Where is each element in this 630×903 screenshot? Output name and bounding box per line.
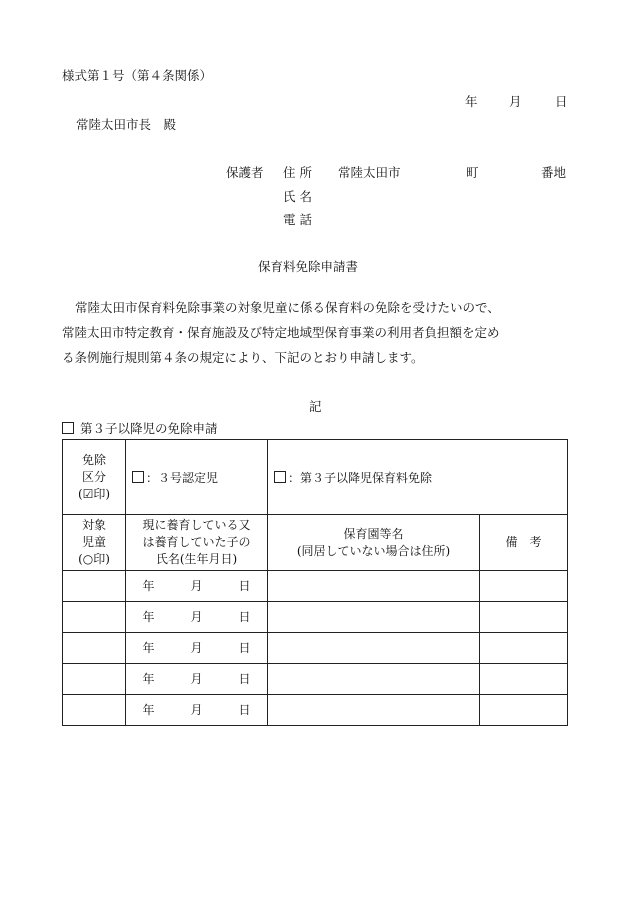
exempt-header-line1: 免除 (81, 452, 106, 467)
table-row (63, 633, 568, 664)
birthdate-cell[interactable] (126, 695, 268, 726)
section-checkbox-label: 第３子以降児の免除申請 (79, 421, 218, 436)
exemption-table (62, 439, 568, 726)
option-third-child-checkbox[interactable] (274, 471, 286, 483)
facility-cell[interactable] (268, 633, 480, 664)
exempt-header-line3: (☑印) (77, 486, 111, 501)
date-day-label: 日 (555, 94, 568, 109)
target-header-line3: (○印) (78, 552, 110, 566)
body-line-1: 常陸太田市保育料免除事業の対象児童に係る保育料の免除を受けたいので、 (75, 300, 500, 315)
birth-year-label: 年 (142, 609, 155, 624)
child-header-line3: 氏名(生年月日) (155, 552, 238, 566)
exempt-header-line2: 区分 (81, 469, 106, 484)
table-row (63, 602, 568, 633)
child-name-header (126, 515, 268, 571)
birth-day-label: 日 (238, 671, 251, 686)
target-cell[interactable] (63, 633, 126, 664)
exempt-type-row (63, 440, 568, 515)
option-type3-checkbox[interactable] (132, 471, 144, 483)
form-number: 様式第１号（第４条関係） (62, 68, 213, 83)
name-label: 氏 名 (283, 189, 312, 204)
birthdate-cell[interactable] (126, 633, 268, 664)
child-header-line2: は養育していた子の (142, 535, 251, 549)
birth-month-label: 月 (190, 702, 203, 717)
applicant-role-label: 保護者 (226, 165, 264, 180)
birth-day-label: 日 (238, 578, 251, 593)
document-title: 保育料免除申請書 (258, 259, 359, 274)
body-line-3: る条例施行規則第４条の規定により、下記のとおり申請します。 (62, 350, 424, 365)
birthdate-cell[interactable] (126, 602, 268, 633)
target-cell[interactable] (63, 695, 126, 726)
address-town-label: 町 (466, 165, 479, 180)
birth-month-label: 月 (190, 640, 203, 655)
target-cell[interactable] (63, 664, 126, 695)
addressee: 常陸太田市長 殿 (76, 117, 177, 132)
date-month-label: 月 (509, 94, 522, 109)
remarks-cell[interactable] (480, 633, 568, 664)
birthdate-cell[interactable] (126, 664, 268, 695)
option-type3-label: ：３号認定児 (146, 470, 219, 485)
child-header-line1: 現に養育している又 (142, 518, 251, 532)
facility-cell[interactable] (268, 664, 480, 695)
table-row (63, 571, 568, 602)
table-row (63, 695, 568, 726)
column-header-row (63, 515, 568, 571)
remarks-cell[interactable] (480, 571, 568, 602)
body-line-2: 常陸太田市特定教育・保育施設及び特定地域型保育事業の利用者負担額を定め (62, 325, 500, 340)
facility-cell[interactable] (268, 695, 480, 726)
facility-header-line2: (同居していない場合は住所) (296, 543, 451, 558)
remarks-cell[interactable] (480, 602, 568, 633)
birth-year-label: 年 (142, 640, 155, 655)
option-third-child-cell[interactable] (268, 440, 568, 515)
birth-month-label: 月 (190, 578, 203, 593)
address-banchi-label: 番地 (541, 165, 567, 180)
option-third-child-label: ：第３子以降児保育料免除 (288, 470, 433, 485)
birth-month-label: 月 (190, 671, 203, 686)
target-header-line1: 対象 (81, 518, 106, 532)
facility-cell[interactable] (268, 602, 480, 633)
birth-month-label: 月 (190, 609, 203, 624)
facility-header (268, 515, 480, 571)
birthdate-cell[interactable] (126, 571, 268, 602)
birth-year-label: 年 (142, 671, 155, 686)
remarks-cell[interactable] (480, 695, 568, 726)
birth-day-label: 日 (238, 640, 251, 655)
ki-label: 記 (309, 399, 322, 414)
remarks-header: 備 考 (480, 515, 568, 571)
birth-day-label: 日 (238, 609, 251, 624)
target-cell[interactable] (63, 602, 126, 633)
target-cell[interactable] (63, 571, 126, 602)
birth-year-label: 年 (142, 578, 155, 593)
table-row (63, 664, 568, 695)
date-year-label: 年 (465, 94, 478, 109)
birth-year-label: 年 (142, 702, 155, 717)
section-checkbox[interactable] (62, 422, 74, 434)
facility-cell[interactable] (268, 571, 480, 602)
remarks-cell[interactable] (480, 664, 568, 695)
address-city: 常陸太田市 (338, 165, 401, 180)
phone-label: 電 話 (283, 212, 312, 227)
birth-day-label: 日 (238, 702, 251, 717)
body-paragraph (62, 295, 572, 370)
address-label: 住 所 (283, 165, 312, 180)
option-type3-cell[interactable] (126, 440, 268, 515)
exempt-type-header (63, 440, 126, 515)
target-header-line2: 児童 (81, 535, 106, 549)
target-child-header (63, 515, 126, 571)
section-checkbox-row (62, 419, 218, 437)
facility-header-line1: 保育園等名 (343, 526, 404, 541)
